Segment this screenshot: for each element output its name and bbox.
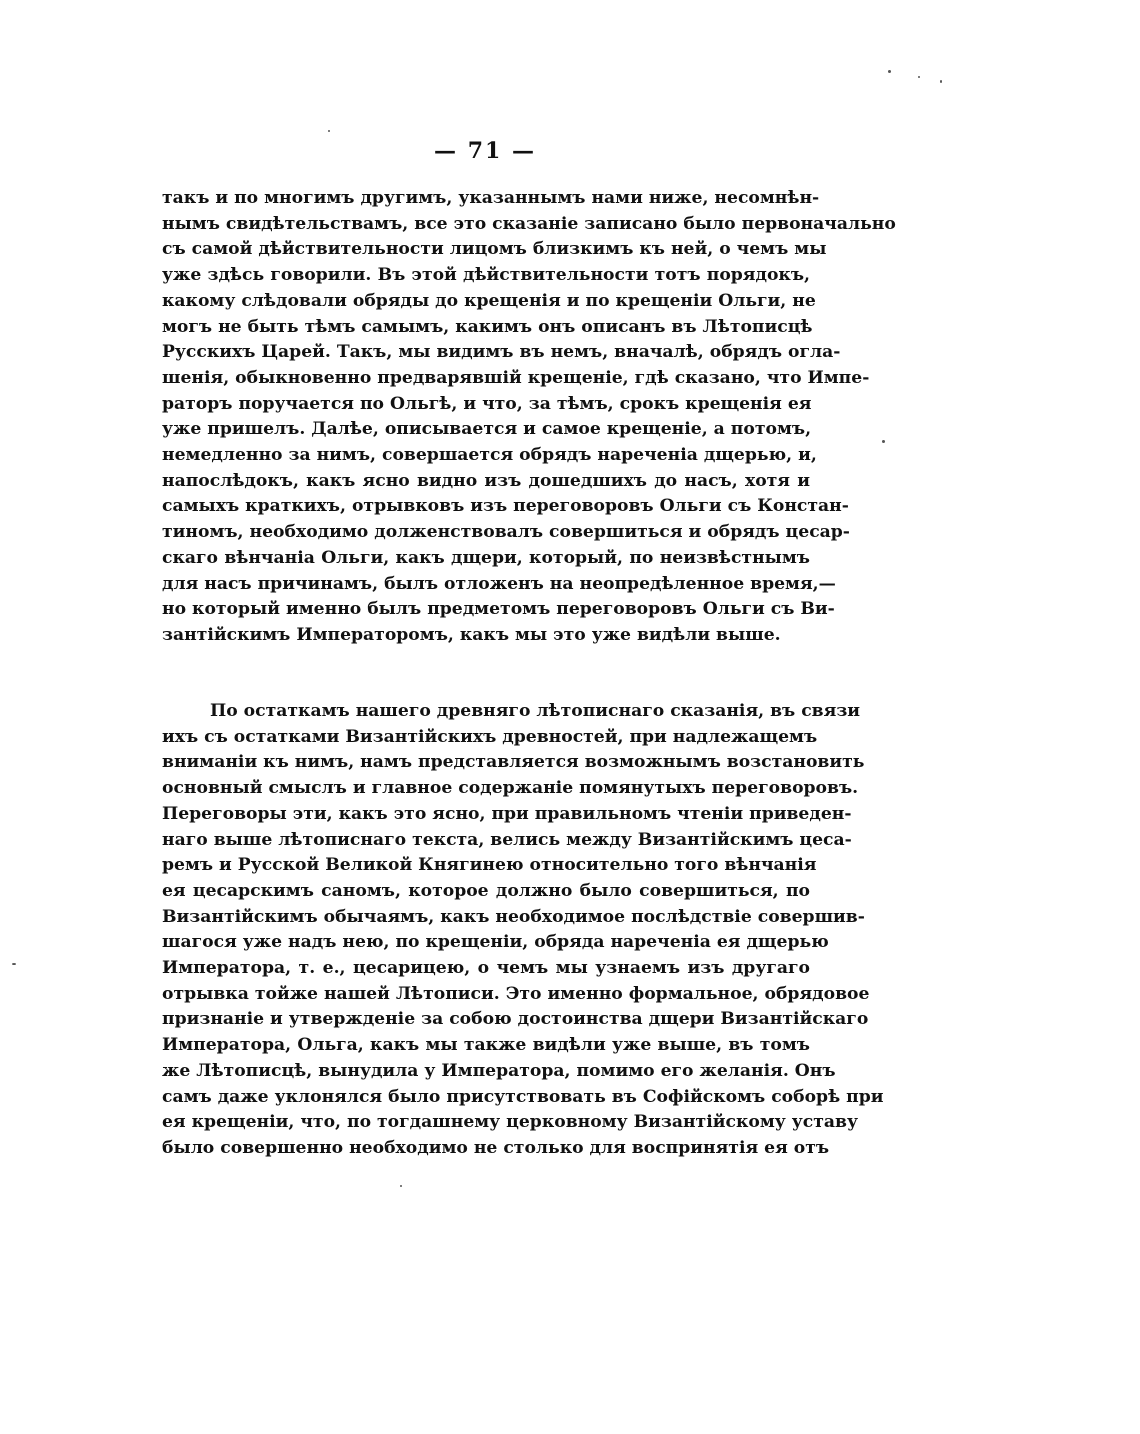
text-line: немедленно за нимъ, совершается обрядъ нареченіа дщерью, и, bbox=[162, 445, 817, 466]
text-line: ремъ и Русской Великой Княгинею относительно того вѣнчанія bbox=[162, 855, 817, 876]
text-line: шенія, обыкновенно предварявшій крещеніе, гдѣ сказано, что Импе- bbox=[162, 367, 870, 388]
scan-speck bbox=[918, 76, 920, 78]
scan-speck bbox=[12, 963, 16, 965]
text-line: же Лѣтописцѣ, вынудила у Императора, помимо его желанія. Онъ bbox=[162, 1060, 836, 1081]
text-line: самыхъ краткихъ, отрывковъ изъ переговоровъ Ольги съ Констан- bbox=[162, 496, 849, 517]
text-line: тиномъ, необходимо долженствовалъ совершиться и обрядъ цесар- bbox=[162, 522, 850, 543]
text-line: напослѣдокъ, какъ ясно видно изъ дошедшихъ до насъ, хотя и bbox=[162, 470, 810, 491]
text-line: Императора, т. е., цесарицею, о чемъ мы узнаемъ изъ другаго bbox=[162, 958, 810, 979]
text-line: наго выше лѣтописнаго текста, велись между Византійскимъ цеса- bbox=[162, 829, 852, 850]
text-line: было совершенно необходимо не столько для воспринятія ея отъ bbox=[162, 1137, 830, 1158]
text-line: зантійскимъ Императоромъ, какъ мы это уже видѣли выше. bbox=[162, 624, 781, 645]
text-line: уже здѣсь говорили. Въ этой дѣйствительности тотъ порядокъ, bbox=[162, 265, 810, 286]
text-line: ея крещеніи, что, по тогдашнему церковному Византійскому уставу bbox=[162, 1112, 858, 1133]
text-line: Византійскимъ обычаямъ, какъ необходимое послѣдствіе совершив- bbox=[162, 906, 865, 927]
text-line: съ самой дѣйствительности лицомъ близкимъ къ ней, о чемъ мы bbox=[162, 239, 827, 260]
text-line: отрывка тойже нашей Лѣтописи. Это именно формальное, обрядовое bbox=[162, 983, 870, 1004]
text-line: признаніе и утвержденіе за собою достоинства дщери Византійскаго bbox=[162, 1009, 869, 1030]
text-line: самъ даже уклонялся было присутствовать въ Софійскомъ соборѣ при bbox=[162, 1086, 884, 1107]
text-line: По остаткамъ нашего древняго лѣтописнаго сказанія, въ связи bbox=[210, 701, 861, 721]
scan-speck bbox=[940, 80, 942, 83]
scan-speck bbox=[400, 1185, 402, 1187]
text-line: ихъ съ остатками Византійскихъ древностей, при надлежащемъ bbox=[162, 726, 818, 747]
scan-speck bbox=[328, 130, 330, 132]
text-line: основный смыслъ и главное содержаніе помянутыхъ переговоровъ. bbox=[162, 778, 859, 799]
text-line: шагося уже надъ нею, по крещеніи, обряда нареченіа ея дщерью bbox=[162, 932, 829, 953]
page-number: — 71 — bbox=[434, 138, 536, 164]
text-line: но который именно былъ предметомъ переговоровъ Ольги съ Ви- bbox=[162, 599, 835, 620]
paragraph-1 bbox=[162, 186, 896, 649]
scan-speck bbox=[888, 70, 891, 73]
text-line: для насъ причинамъ, былъ отложенъ на неопредѣленное время,— bbox=[162, 573, 836, 594]
text-line: вниманіи къ нимъ, намъ представляется возможнымъ возстановить bbox=[162, 752, 865, 773]
text-line: раторъ поручается по Ольгѣ, и что, за тѣмъ, срокъ крещенія ея bbox=[162, 393, 812, 414]
text-line: Императора, Ольга, какъ мы также видѣли уже выше, въ томъ bbox=[162, 1035, 810, 1056]
scan-speck bbox=[882, 440, 885, 443]
text-line: ея цесарскимъ саномъ, которое должно было совершиться, по bbox=[162, 880, 810, 901]
text-line: Русскихъ Царей. Такъ, мы видимъ въ немъ, вначалѣ, обрядъ огла- bbox=[162, 342, 841, 363]
text-line: какому слѣдовали обряды до крещенія и по крещеніи Ольги, не bbox=[162, 290, 816, 311]
text-line: уже пришелъ. Далѣе, описывается и самое крещеніе, а потомъ, bbox=[162, 419, 812, 440]
text-line: такъ и по многимъ другимъ, указаннымъ нами ниже, несомнѣн- bbox=[162, 188, 820, 208]
text-line: могъ не быть тѣмъ самымъ, какимъ онъ описанъ въ Лѣтописцѣ bbox=[162, 316, 813, 337]
text-line: Переговоры эти, какъ это ясно, при правильномъ чтеніи приведен- bbox=[162, 803, 852, 824]
paragraph-2 bbox=[162, 699, 884, 1162]
text-line: скаго вѣнчаніа Ольги, какъ дщери, который, по неизвѣстнымъ bbox=[162, 547, 810, 568]
text-line: нымъ свидѣтельствамъ, все это сказаніе записано было первоначально bbox=[162, 213, 896, 234]
